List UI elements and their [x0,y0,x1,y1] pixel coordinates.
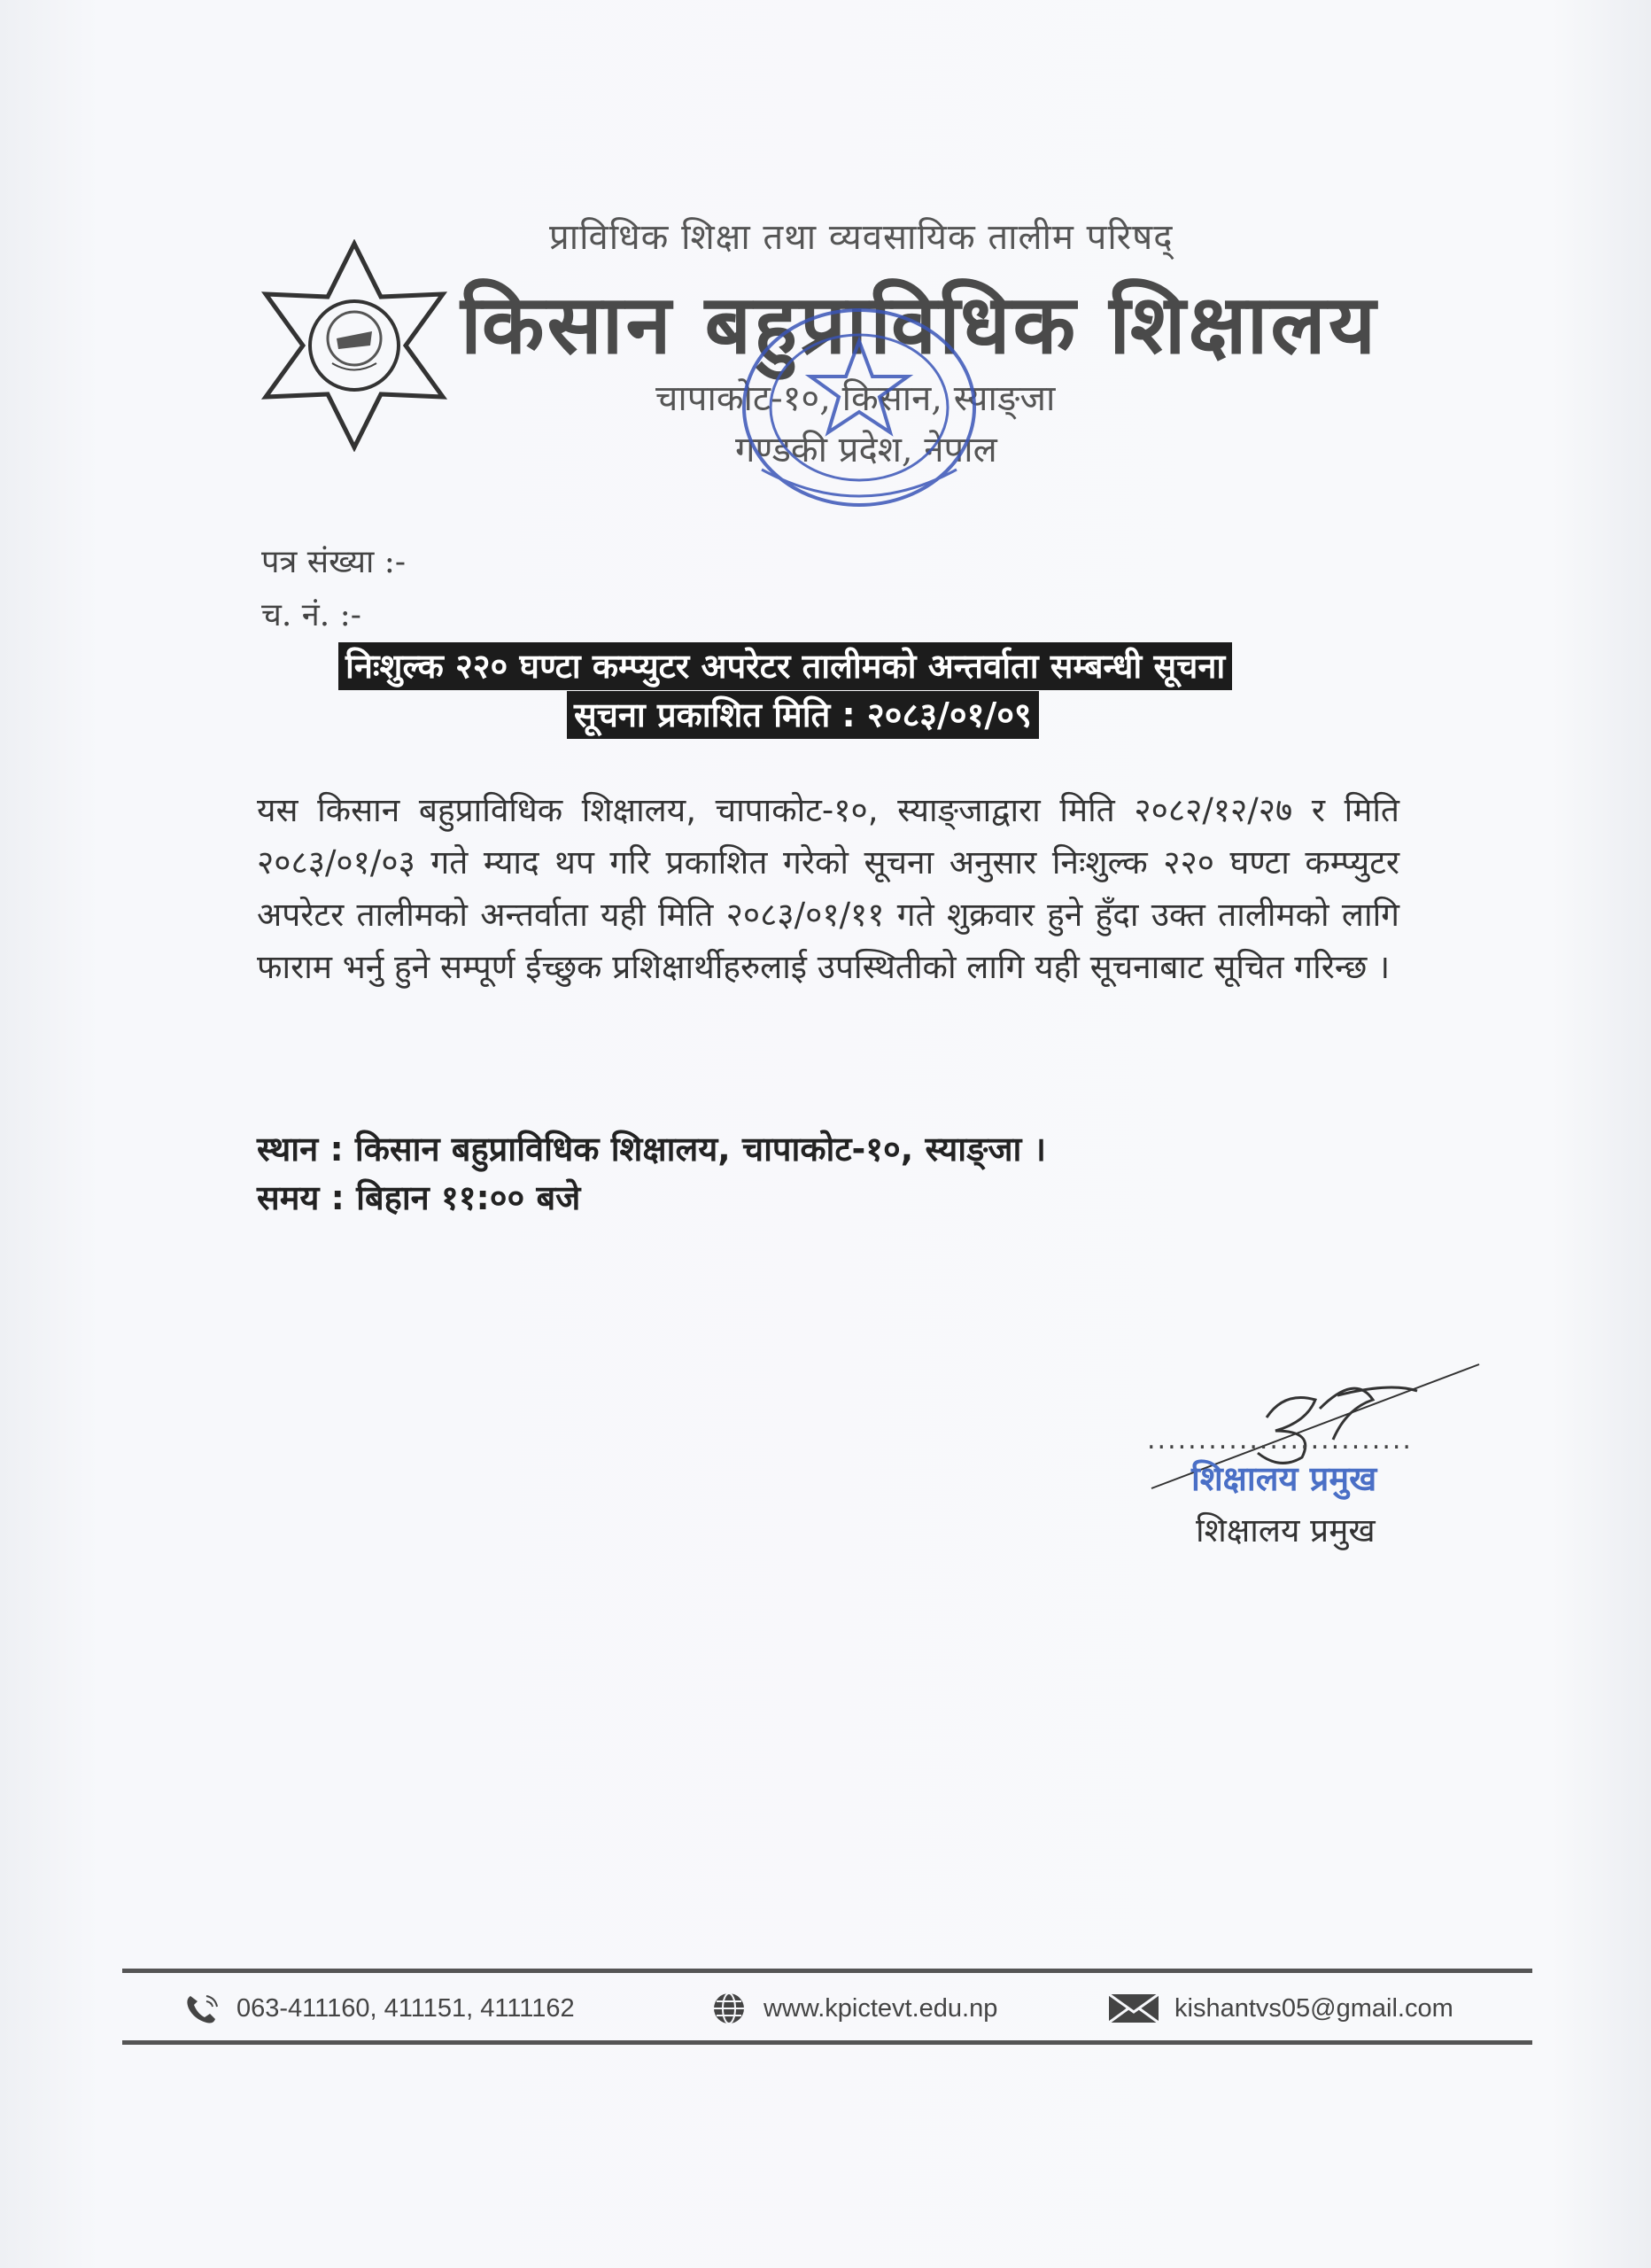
nepal-star-emblem-icon [257,239,452,452]
signature-stamp: शिक्षालय प्रमुख [1191,1459,1377,1498]
footer-divider-bottom [122,2040,1532,2045]
envelope-icon [1107,1991,1160,2026]
footer-phone-text: 063-411160, 411151, 4111162 [236,1993,575,2023]
notice-title: निःशुल्क २२० घण्टा कम्प्युटर अपरेटर तालीमको अन्तर्वाता सम्बन्धी सूचना [338,642,1232,690]
footer-website-text[interactable]: www.kpictevt.edu.np [763,1993,998,2023]
notice-published-date: सूचना प्रकाशित मिति : २०८३/०१/०९ [567,691,1039,739]
notice-body: यस किसान बहुप्राविधिक शिक्षालय, चापाकोट-१०, स्याङ्जाद्वारा मिति २०८२/१२/२७ र मिति २०८३/०१/०३ गते म्याद थप गरि प्रकाशित गरेको सूचना अनुसार निःशुल्क २२० घण्टा कम्प्युटर अपरेटर तालीमको अन्तर्वाता यही मिति २०८३/०१/११ गते शुक्रवार हुने हुँदा उक्त तालीमको लागि फाराम भर्नु हुने सम्पूर्ण ईच्छुक प्रशिक्षार्थीहरुलाई उपस्थितीको लागि यही सूचनाबाट सूचित गरिन्छ । [257,791,1399,986]
footer-phone [182,1991,575,2026]
footer-website[interactable] [709,1991,997,2026]
address-line-1: चापाकोट-१०, किसान, स्याङ्जा [655,378,1056,419]
letter-number: पत्र संख्या :- [261,544,407,580]
phone-icon [182,1991,222,2026]
office-stamp-icon [726,292,992,523]
address-line-2: गण्डकी प्रदेश, नेपाल [735,430,997,470]
notice-time: समय : बिहान ११:०० बजे [257,1178,581,1217]
notice-venue: स्थान : किसान बहुप्राविधिक शिक्षालय, चापाकोट-१०, स्याङ्जा । [257,1130,1047,1169]
globe-icon [709,1991,749,2026]
dispatch-number: च. नं. :- [261,597,361,633]
signatory-title: शिक्षालय प्रमुख [1196,1511,1376,1550]
school-name: किसान बहुप्राविधिक शिक्षालय [461,276,1379,372]
signature-line: .......................... [1147,1425,1413,1456]
footer-email-text[interactable]: kishantvs05@gmail.com [1174,1993,1453,2023]
council-name: प्राविधिक शिक्षा तथा व्यवसायिक तालीम परिषद् [549,217,1174,258]
footer-email[interactable] [1107,1991,1453,2026]
footer-divider-top [122,1969,1532,1973]
